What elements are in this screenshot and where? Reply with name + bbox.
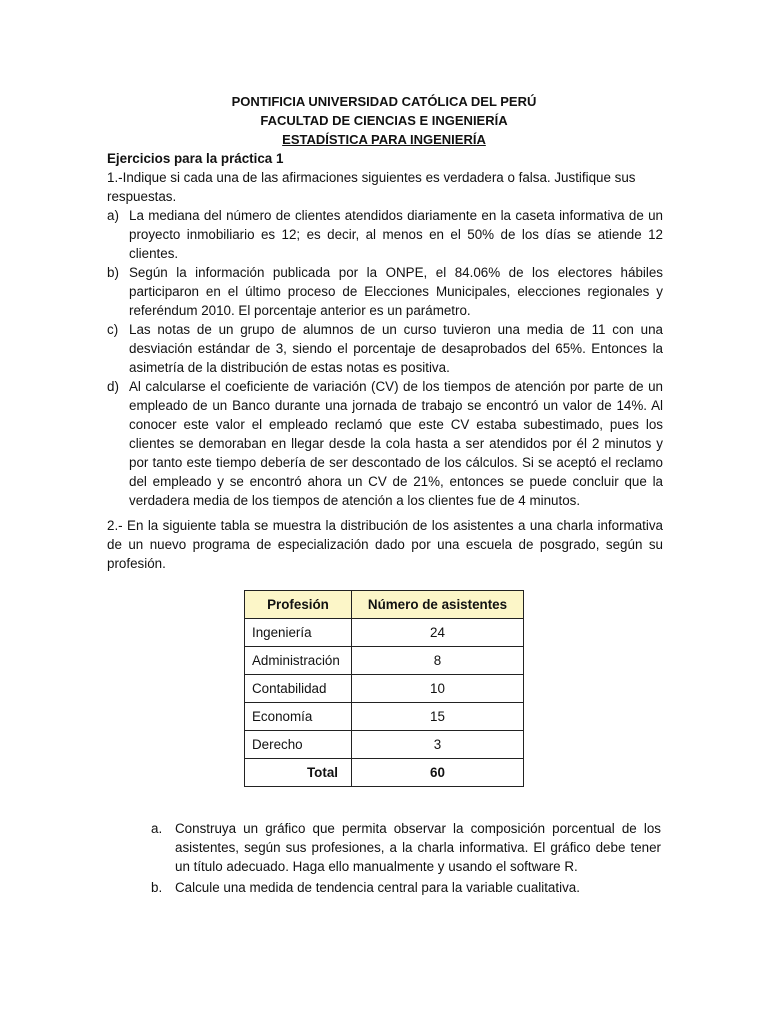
profession-cell: Derecho (245, 731, 352, 759)
table-row (245, 731, 524, 759)
total-label: Total (245, 759, 352, 787)
table-header-row (245, 591, 524, 619)
question-2-subquestions (151, 819, 661, 897)
faculty-title: FACULTAD DE CIENCIAS E INGENIERÍA (260, 113, 508, 128)
question-1-item-b (107, 263, 663, 320)
subquestion-b (151, 878, 661, 897)
column-header-attendees: Número de asistentes (352, 591, 524, 619)
university-title: PONTIFICIA UNIVERSIDAD CATÓLICA DEL PERÚ (231, 94, 537, 109)
document-header (0, 92, 768, 149)
count-cell: 24 (352, 619, 524, 647)
table-row (245, 619, 524, 647)
profession-cell: Ingeniería (245, 619, 352, 647)
item-text: Las notas de un grupo de alumnos de un curso tuvieron una media de 11 con una desviación estándar de 3, siendo el porcentaje de desaprobados del 65%. Entonces la asimetría de la distribución de estas notas es positiva. (129, 322, 663, 375)
item-marker: d) (107, 379, 119, 394)
total-value: 60 (352, 759, 524, 787)
item-text: Al calcularse el coeficiente de variación (CV) de los tiempos de atención por parte de un empleado de un Banco durante una jornada de trabajo se encontró un valor de 14%. Al conocer este valor el empleado reclamó que este CV estaba subestimado, pues los clientes se demoraban en llegar desde la cola hasta a ser atendidos por él 2 minutos y por tanto este tiempo debería de ser descontado de los cálculos. Si se aceptó el reclamo del empleado y se encontró ahora un CV de 21%, entonces se puede concluir que la verdadera media de los tiempos de atención a los clientes fue de 4 minutos. (129, 379, 663, 508)
question-1-items (107, 206, 663, 510)
count-cell: 8 (352, 647, 524, 675)
question-1-item-a (107, 206, 663, 263)
document-body (107, 149, 663, 573)
profession-cell: Administración (245, 647, 352, 675)
table-row (245, 675, 524, 703)
count-cell: 10 (352, 675, 524, 703)
course-title: ESTADÍSTICA PARA INGENIERÍA (282, 132, 486, 147)
subquestion-marker: a. (151, 821, 163, 836)
count-cell: 15 (352, 703, 524, 731)
table-row (245, 703, 524, 731)
subquestion-text: Construya un gráfico que permita observar la composición porcentual de los asistentes, según sus profesiones, a la charla informativa. El gráfico debe tener un título adecuado. Haga ello manualmente y usando el software R. (175, 821, 661, 874)
item-text: Según la información publicada por la ONPE, el 84.06% de los electores hábiles participaron en el último proceso de Elecciones Municipales, elecciones regionales y referéndum 2010. El porcentaje anterior es un parámetro. (129, 265, 663, 318)
attendees-table (244, 590, 524, 787)
exercise-subtitle: Ejercicios para la práctica 1 (107, 151, 284, 166)
question-1-item-d (107, 377, 663, 510)
subquestion-a (151, 819, 661, 876)
profession-cell: Economía (245, 703, 352, 731)
table-total-row (245, 759, 524, 787)
question-1-item-c (107, 320, 663, 377)
item-marker: c) (107, 322, 119, 337)
profession-cell: Contabilidad (245, 675, 352, 703)
subquestion-marker: b. (151, 880, 163, 895)
table-row (245, 647, 524, 675)
question-2-prompt: 2.- En la siguiente tabla se muestra la distribución de los asistentes a una charla informativa de un nuevo programa de especialización dado por una escuela de posgrado, según su profesión. (107, 518, 663, 571)
question-1-prompt: 1.-Indique si cada una de las afirmaciones siguientes es verdadera o falsa. Justifique sus respuestas. (107, 170, 636, 204)
item-marker: b) (107, 265, 119, 280)
subquestion-text: Calcule una medida de tendencia central para la variable cualitativa. (175, 880, 580, 895)
item-marker: a) (107, 208, 119, 223)
item-text: La mediana del número de clientes atendidos diariamente en la caseta informativa de un proyecto inmobiliario es 12; es decir, al menos en el 50% de los días se atiende 12 clientes. (129, 208, 663, 261)
column-header-profession: Profesión (245, 591, 352, 619)
count-cell: 3 (352, 731, 524, 759)
